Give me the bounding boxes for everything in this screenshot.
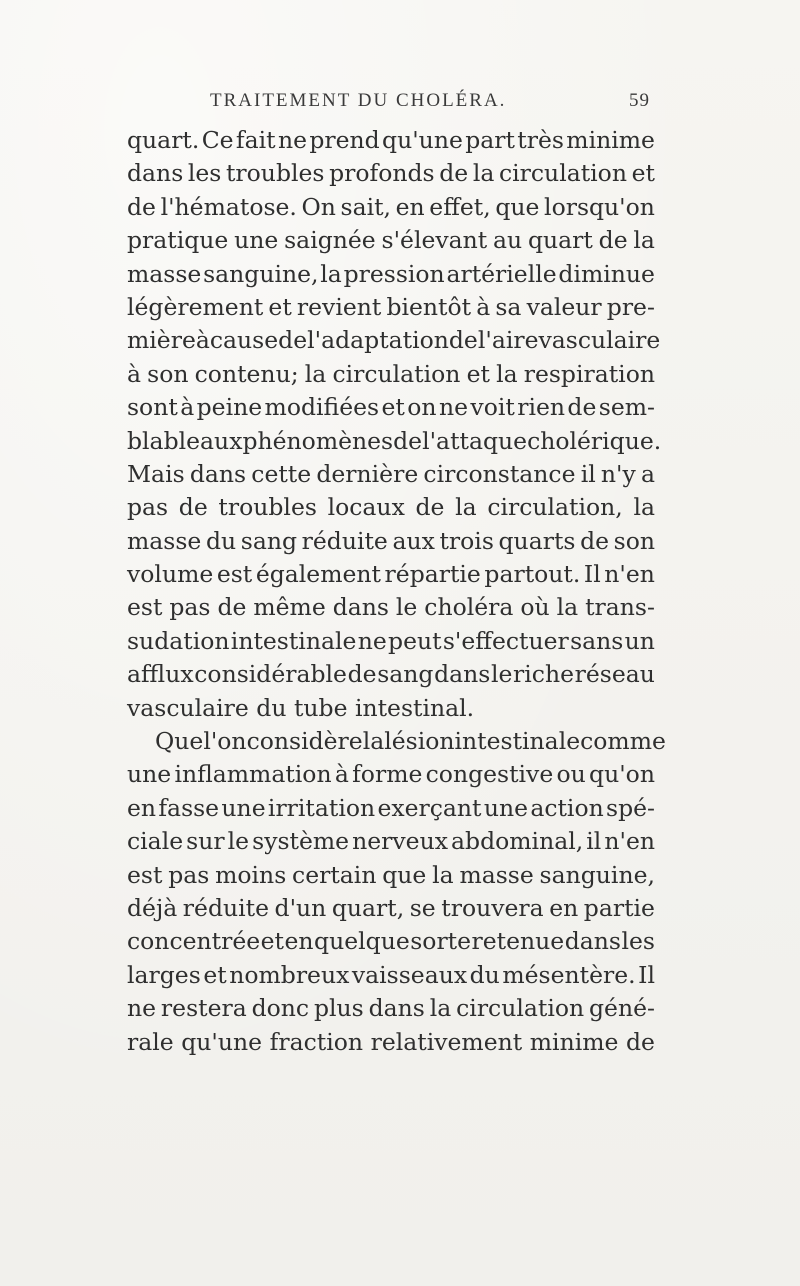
text-line: pratique une saignée s'élevant au quart de la [127,226,655,255]
text-line: une inflammation à forme congestive ou qu'on [127,760,655,789]
text-line: blable aux phénomènes de l'attaque cholérique. [127,426,662,455]
text-line: à son contenu; la circulation et la respiration [127,359,655,388]
body-text [127,124,666,1059]
text-line: est pas moins certain que la masse sanguine, [127,860,655,889]
text-line: concentrée et en quelque sorte retenue dans les [127,927,655,956]
text-line: larges et nombreux vaisseaux du mésentère. Il [127,960,655,989]
text-line: en fasse une irritation exerçant une action spé- [127,793,655,822]
text-line: ciale sur le système nerveux abdominal, il n'en [127,827,655,856]
text-line: de l'hématose. On sait, en effet, que lorsqu'on [127,192,655,221]
text-line: légèrement et revient bientôt à sa valeur pre- [127,292,655,321]
text-line: dans les troubles profonds de la circulation et [127,159,655,188]
text-line: déjà réduite d'un quart, se trouvera en partie [127,893,655,922]
page-number: 59 [629,90,650,111]
text-line: quart. Ce fait ne prend qu'une part très minime [127,126,655,154]
text-line: masse sanguine, la pression artérielle diminue [127,259,655,288]
text-line: mière à cause de l'adaptation de l'aire vasculaire [127,326,661,355]
text-line: afflux considérable de sang dans le riche réseau [127,660,655,689]
text-line: est pas de même dans le choléra où la trans- [127,593,655,622]
running-head [210,90,650,120]
text-line: masse du sang réduite aux trois quarts de son [127,526,655,555]
text-line: ne restera donc plus dans la circulation géné- [127,994,655,1023]
running-title: TRAITEMENT DU CHOLÉRA. [210,90,507,111]
text-line: Mais dans cette dernière circonstance il n'y a [127,459,655,488]
text-line: rale qu'une fraction relativement minime de [127,1027,655,1056]
text-line: sont à peine modifiées et on ne voit rien de sem- [127,393,655,422]
text-line-paragraph-end: vasculaire du tube intestinal. [127,693,475,722]
text-line: sudation intestinale ne peut s'effectuer sans un [127,626,655,655]
text-line: pas de troubles locaux de la circulation, la [127,493,655,522]
text-line-paragraph-start: Que l'on considère la lésion intestinale comme [155,727,666,756]
text-line: volume est également répartie partout. Il n'en [127,560,655,589]
